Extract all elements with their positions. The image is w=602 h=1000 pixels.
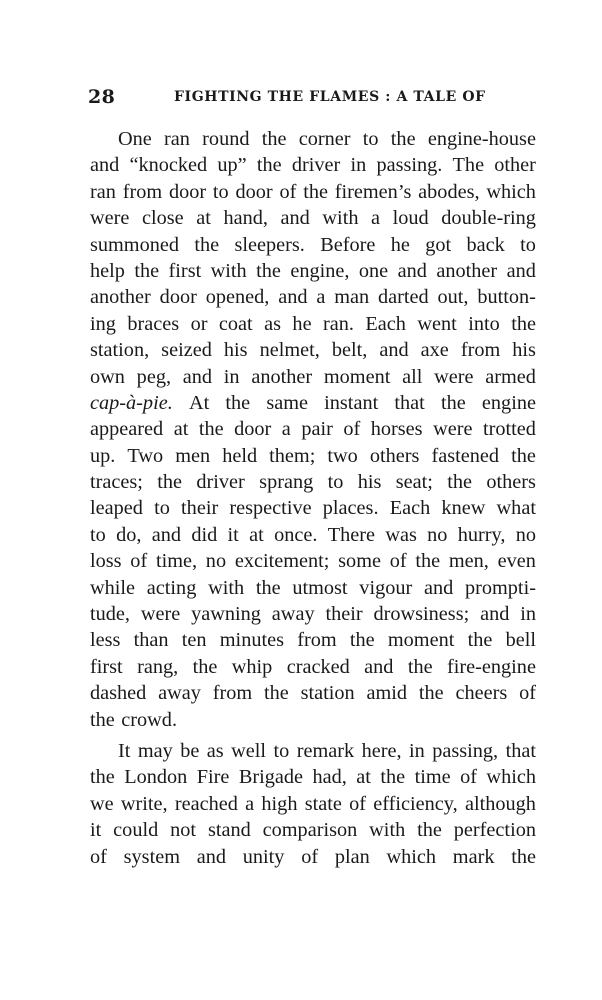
word: of xyxy=(90,845,107,868)
word: two xyxy=(327,444,358,467)
text-line xyxy=(90,152,536,178)
word: dashed xyxy=(90,682,147,705)
word: first xyxy=(168,259,202,282)
word: darted xyxy=(377,286,429,309)
word: which xyxy=(386,845,437,868)
word: fire-engine xyxy=(446,655,536,678)
word: another xyxy=(436,259,498,282)
word: whip xyxy=(231,655,273,678)
text-line xyxy=(90,364,536,390)
word: not xyxy=(170,819,197,842)
word: and xyxy=(196,845,227,868)
word: than xyxy=(133,629,169,652)
word: the xyxy=(511,444,536,467)
word: at xyxy=(356,766,371,789)
word: had, xyxy=(312,766,347,789)
word: station xyxy=(300,682,355,705)
word: acting xyxy=(146,576,197,599)
word: amid xyxy=(366,682,408,705)
word: he xyxy=(292,312,312,335)
word: Two xyxy=(127,444,164,467)
word: and xyxy=(278,286,308,309)
word: Each xyxy=(389,497,431,520)
word: and xyxy=(280,207,310,230)
word: out, xyxy=(437,286,469,309)
word: in xyxy=(520,603,536,626)
word: his xyxy=(357,471,382,494)
word: the xyxy=(134,259,160,282)
word: seat; xyxy=(395,471,433,494)
word: axe xyxy=(420,339,449,362)
word: the xyxy=(90,766,115,789)
word: men xyxy=(175,444,211,467)
word: back xyxy=(466,233,505,256)
word: rang, xyxy=(137,655,179,678)
word: engine xyxy=(481,391,536,414)
word: from xyxy=(297,629,337,652)
text-line xyxy=(90,469,536,495)
word: at xyxy=(196,207,211,230)
text-line xyxy=(90,627,536,653)
word: although xyxy=(464,792,536,815)
word: summoned xyxy=(90,233,180,256)
word: round xyxy=(202,128,250,150)
word: and xyxy=(364,655,394,678)
word: and xyxy=(182,365,213,388)
word: less xyxy=(90,629,121,652)
word: at xyxy=(173,418,189,441)
text-line xyxy=(90,707,536,733)
word: with xyxy=(369,819,406,842)
text-line xyxy=(90,416,536,442)
word: other xyxy=(494,154,536,177)
word: door xyxy=(235,180,273,203)
word: what xyxy=(496,497,536,520)
word: passing, xyxy=(432,739,499,762)
word: loss xyxy=(90,550,122,573)
word: the xyxy=(303,180,328,203)
word: crowd. xyxy=(121,708,178,731)
word: same xyxy=(266,391,308,414)
word: were xyxy=(434,365,474,388)
page-number: 28 xyxy=(88,86,116,108)
word: horses xyxy=(370,418,423,441)
word: places. xyxy=(322,497,379,520)
word: to xyxy=(362,128,379,150)
word: of xyxy=(519,682,536,705)
word: the xyxy=(440,391,466,414)
word: help xyxy=(90,259,125,282)
text-line xyxy=(90,654,536,680)
word: prompti- xyxy=(464,576,536,599)
word: fastened xyxy=(431,444,500,467)
word: the xyxy=(467,629,493,652)
word: sprang xyxy=(259,471,314,494)
word: firemen’s xyxy=(334,180,412,203)
word: plan xyxy=(334,845,370,868)
word: traces; xyxy=(90,471,143,494)
word: with xyxy=(322,207,359,230)
word: stand xyxy=(207,819,251,842)
word: even xyxy=(497,550,536,573)
word: the xyxy=(511,312,536,335)
word: double-ring xyxy=(441,207,536,230)
word: was xyxy=(385,523,417,546)
word: it xyxy=(227,523,239,546)
word: to xyxy=(327,471,344,494)
word: coat xyxy=(218,312,253,335)
text-line xyxy=(90,258,536,284)
word: braces xyxy=(127,312,180,335)
word: cheers xyxy=(455,682,508,705)
paragraph xyxy=(90,126,536,733)
word: It xyxy=(118,739,131,762)
word: their xyxy=(325,603,363,626)
running-title: FIGHTING THE FLAMES : A TALE OF xyxy=(174,89,486,105)
word: corner xyxy=(298,128,351,150)
word: could xyxy=(113,819,159,842)
word: away xyxy=(271,603,315,626)
word: to xyxy=(273,739,290,762)
text-line xyxy=(90,126,536,152)
word: trotted xyxy=(482,418,536,441)
word: held xyxy=(222,444,258,467)
page-header xyxy=(88,86,518,110)
word: another xyxy=(251,365,313,388)
word: the xyxy=(390,128,416,150)
word: ran xyxy=(90,180,116,203)
word: the xyxy=(255,576,281,599)
word: the xyxy=(261,128,287,150)
word: one xyxy=(358,259,389,282)
word: ten xyxy=(181,629,207,652)
text-line xyxy=(90,522,536,548)
word: which xyxy=(486,180,536,203)
word: high xyxy=(261,792,298,815)
word: the xyxy=(264,682,289,705)
word: door xyxy=(234,418,272,441)
word: his xyxy=(223,339,248,362)
word: appeared xyxy=(90,418,164,441)
word: efficiency, xyxy=(373,792,458,815)
word: cracked xyxy=(286,655,350,678)
word: well xyxy=(231,739,267,762)
word: a xyxy=(371,207,381,230)
word: a xyxy=(316,286,326,309)
word: state xyxy=(304,792,342,815)
word: perfection xyxy=(453,819,536,842)
word: no xyxy=(205,550,227,573)
word: a xyxy=(281,418,291,441)
word: belt, xyxy=(331,339,368,362)
text-line xyxy=(90,179,536,205)
word: to xyxy=(90,523,106,546)
word: utmost xyxy=(292,576,348,599)
word: into xyxy=(468,312,500,335)
word: a xyxy=(245,792,255,815)
word: men, xyxy=(448,550,489,573)
word: engine, xyxy=(290,259,350,282)
word: comparison xyxy=(262,819,358,842)
word: ing xyxy=(90,312,116,335)
word: button- xyxy=(477,286,536,309)
word: At xyxy=(188,391,210,414)
word: the xyxy=(417,819,442,842)
word: of xyxy=(460,766,477,789)
word: first xyxy=(90,655,123,678)
word: respective xyxy=(229,497,312,520)
word: up” xyxy=(217,154,247,177)
word: and xyxy=(423,576,454,599)
word: away xyxy=(158,682,201,705)
word: the xyxy=(447,471,473,494)
word: Brigade xyxy=(238,766,304,789)
word: we xyxy=(90,792,114,815)
word: of xyxy=(301,845,319,868)
word: that xyxy=(505,739,536,762)
word: may xyxy=(137,739,173,762)
word: them; xyxy=(269,444,316,467)
word: were xyxy=(90,207,130,230)
word: minutes xyxy=(219,629,285,652)
word: no xyxy=(427,523,448,546)
word: the xyxy=(194,233,220,256)
word: time xyxy=(414,766,451,789)
text-line xyxy=(90,337,536,363)
word: the xyxy=(198,418,224,441)
word: from xyxy=(122,180,163,203)
word: in xyxy=(350,154,367,177)
word: in xyxy=(408,739,425,762)
word: London xyxy=(124,766,188,789)
word: and xyxy=(379,339,409,362)
word: the xyxy=(349,629,375,652)
word: Fire xyxy=(196,766,230,789)
word: as xyxy=(206,739,224,762)
word: knew xyxy=(441,497,486,520)
word: he xyxy=(390,233,410,256)
word: up. xyxy=(90,444,116,467)
word: at xyxy=(249,523,264,546)
word: and xyxy=(90,154,120,177)
word: instant xyxy=(324,391,379,414)
word: loud xyxy=(392,207,429,230)
word: of xyxy=(389,550,407,573)
word: and xyxy=(480,603,510,626)
word: reached xyxy=(174,792,238,815)
text-line xyxy=(90,844,536,870)
word: the xyxy=(415,550,441,573)
word: opened, xyxy=(205,286,270,309)
word: time, xyxy=(155,550,198,573)
text-line xyxy=(90,575,536,601)
text-line xyxy=(90,284,536,310)
word: the xyxy=(511,845,536,868)
word: went xyxy=(417,312,457,335)
word: did xyxy=(191,523,218,546)
text-line xyxy=(90,548,536,574)
word: of xyxy=(130,550,148,573)
word: unity xyxy=(242,845,285,868)
word: the xyxy=(157,471,183,494)
word: were xyxy=(433,418,473,441)
word: system xyxy=(123,845,180,868)
word: hand, xyxy=(223,207,268,230)
word: station, xyxy=(90,339,150,362)
word: tude, xyxy=(90,603,130,626)
word: moment xyxy=(387,629,455,652)
word: The xyxy=(452,154,485,177)
word: “knocked xyxy=(129,154,208,177)
word: others xyxy=(369,444,420,467)
word: leaped xyxy=(90,497,143,520)
word: driver xyxy=(196,471,245,494)
text-line xyxy=(90,443,536,469)
word: no xyxy=(515,523,536,546)
word: man xyxy=(334,286,370,309)
word: here, xyxy=(361,739,402,762)
word: ran. xyxy=(323,312,354,335)
word: another xyxy=(90,286,151,309)
word: the xyxy=(256,154,282,177)
word: which xyxy=(486,766,536,789)
word: and xyxy=(151,523,182,546)
text-line xyxy=(90,601,536,627)
word: of xyxy=(349,792,367,815)
word: their xyxy=(181,497,219,520)
word: nelmet, xyxy=(259,339,320,362)
word: his xyxy=(512,339,536,362)
word: to xyxy=(520,233,536,256)
word: own xyxy=(90,365,125,388)
text-line xyxy=(90,817,536,843)
word: door xyxy=(159,286,197,309)
word: armed xyxy=(485,365,536,388)
word: while xyxy=(90,576,136,599)
word: abodes, xyxy=(418,180,480,203)
text-line xyxy=(90,791,536,817)
word: do, xyxy=(116,523,142,546)
text-line xyxy=(90,680,536,706)
text-line xyxy=(90,390,536,416)
word: drowsiness; xyxy=(373,603,470,626)
word: the xyxy=(192,655,218,678)
word: from xyxy=(460,339,501,362)
word: others xyxy=(486,471,536,494)
word: There xyxy=(327,523,376,546)
text-line xyxy=(90,738,536,764)
word: to xyxy=(154,497,170,520)
text-line xyxy=(90,311,536,337)
word: the xyxy=(256,259,281,282)
word: vigour xyxy=(359,576,413,599)
paragraph xyxy=(90,738,536,870)
word: of xyxy=(343,418,361,441)
word: hurry, xyxy=(457,523,506,546)
word: moment xyxy=(323,365,391,388)
word: be xyxy=(180,739,200,762)
word: with xyxy=(210,259,247,282)
text-line xyxy=(90,232,536,258)
word: peg, xyxy=(136,365,172,388)
body-text xyxy=(90,126,536,870)
word: bell xyxy=(505,629,536,652)
word: the xyxy=(407,655,433,678)
word: door xyxy=(168,180,207,203)
word: remark xyxy=(296,739,355,762)
word: with xyxy=(208,576,245,599)
word: Each xyxy=(365,312,406,335)
word: and xyxy=(506,259,536,282)
word: the xyxy=(225,391,251,414)
word: the xyxy=(418,682,444,705)
word: or xyxy=(190,312,208,335)
word: to xyxy=(212,180,229,203)
text-line xyxy=(90,495,536,521)
word: excitement; xyxy=(234,550,330,573)
word: it xyxy=(90,819,102,842)
word: pair xyxy=(301,418,333,441)
word: driver xyxy=(291,154,341,177)
word: write, xyxy=(120,792,168,815)
text-line xyxy=(90,764,536,790)
word: the xyxy=(380,766,406,789)
word: Before xyxy=(320,233,376,256)
word: passing. xyxy=(376,154,443,177)
word: engine-house xyxy=(427,128,536,150)
word: were xyxy=(140,603,181,626)
word: as xyxy=(264,312,281,335)
text-line xyxy=(90,205,536,231)
word: close xyxy=(141,207,184,230)
word: seized xyxy=(161,339,212,362)
word: that xyxy=(394,391,425,414)
word: once. xyxy=(274,523,318,546)
word: some xyxy=(338,550,381,573)
word: cap-à-pie. xyxy=(90,391,173,414)
word: yawning xyxy=(191,603,261,626)
word: and xyxy=(397,259,427,282)
word: ran xyxy=(164,128,190,150)
word: in xyxy=(223,365,240,388)
word: all xyxy=(402,365,423,388)
word: got xyxy=(425,233,452,256)
word: of xyxy=(279,180,297,203)
word: One xyxy=(118,128,152,150)
word: from xyxy=(212,682,253,705)
word: sleepers. xyxy=(234,233,305,256)
word: the xyxy=(90,708,115,731)
word: mark xyxy=(452,845,495,868)
